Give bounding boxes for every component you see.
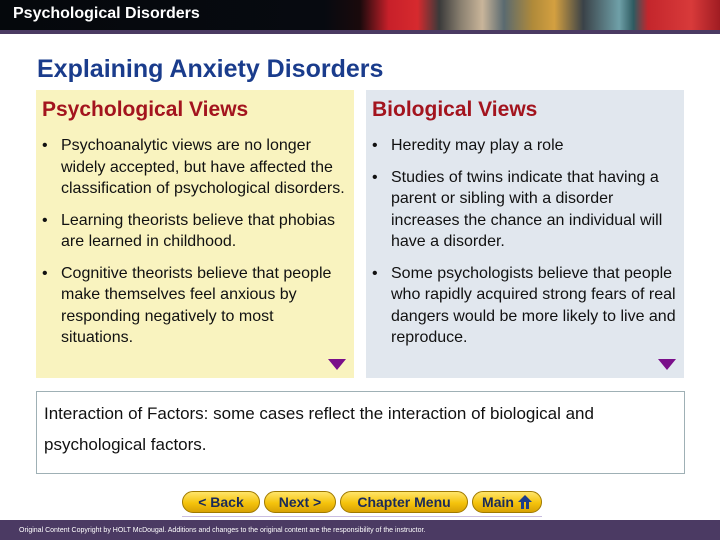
psychological-list xyxy=(42,135,348,349)
banner-divider xyxy=(0,30,720,34)
list-item-text: Cognitive theorists believe that people make themselves feel anxious by responding negatively to most situations. xyxy=(61,264,332,346)
list-item-text: Learning theorists believe that phobias are learned in childhood. xyxy=(61,211,335,250)
bullet-icon: • xyxy=(42,264,48,282)
interaction-of-factors-box: Interaction of Factors: some cases reflect the interaction of biological and psychological factors. xyxy=(36,391,685,474)
bullet-icon: • xyxy=(372,168,378,186)
triangle-down-icon[interactable] xyxy=(328,359,346,370)
panel-heading: Psychological Views xyxy=(42,98,249,121)
footer xyxy=(0,520,720,540)
bullet-icon: • xyxy=(42,137,48,154)
bullet-icon: • xyxy=(372,137,378,154)
page-title: Explaining Anxiety Disorders xyxy=(37,55,384,83)
list-item xyxy=(372,263,678,349)
next-button[interactable] xyxy=(264,491,336,513)
biological-list xyxy=(372,135,678,349)
list-item-text: Psychoanalytic views are no longer widely accepted, but have affected the classification of psychological disorders. xyxy=(61,137,345,197)
psychological-views-panel xyxy=(36,90,354,378)
banner-title: Psychological Disorders xyxy=(13,5,200,22)
list-item xyxy=(42,210,348,253)
panel-heading: Biological Views xyxy=(372,98,538,121)
triangle-down-icon[interactable] xyxy=(658,359,676,370)
biological-views-panel xyxy=(366,90,684,378)
home-icon xyxy=(518,495,532,509)
copyright-text: Original Content Copyright by HOLT McDougal. Additions and changes to the original content are the responsibility of the instructor. xyxy=(19,527,426,534)
chapter-menu-button[interactable] xyxy=(340,491,468,513)
header-banner xyxy=(0,0,720,30)
bullet-icon: • xyxy=(372,264,378,282)
back-button-label: < Back xyxy=(198,494,244,510)
list-item xyxy=(42,135,348,200)
list-item-text: Some psychologists believe that people who rapidly acquired strong fears of real dangers would be more likely to live and reproduce. xyxy=(391,264,676,346)
list-item xyxy=(42,263,348,349)
nav-underline xyxy=(182,516,542,517)
bullet-icon: • xyxy=(42,211,48,229)
main-button-label: Main xyxy=(482,494,514,510)
chapter-menu-button-label: Chapter Menu xyxy=(357,494,451,510)
list-item xyxy=(372,135,678,157)
list-item-text: Studies of twins indicate that having a parent or sibling with a disorder increases the chance an individual will have a disorder. xyxy=(391,168,663,250)
main-button[interactable] xyxy=(472,491,542,513)
back-button[interactable] xyxy=(182,491,260,513)
list-item xyxy=(372,167,678,253)
list-item-text: Heredity may play a role xyxy=(391,137,564,154)
next-button-label: Next > xyxy=(278,494,322,510)
